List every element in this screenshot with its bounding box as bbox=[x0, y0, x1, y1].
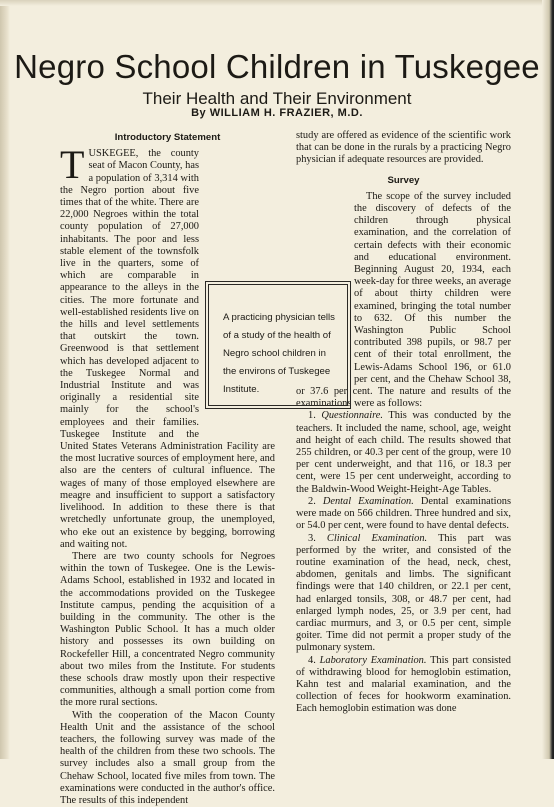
article-byline: By WILLIAM H. FRAZIER, M.D. bbox=[191, 107, 363, 119]
paragraph: 2. Dental Examination. Dental examinations were made on 566 children. Three hundred and six, or 54.0 per cent, were found to have dental defects. bbox=[296, 495, 511, 532]
paragraph: With the cooperation of the Macon County Health Unit and the assistance of the school teachers, the following survey was made of the health of the children from these two schools. The survey includes also a small group from the Chehaw School, located five miles from town. The examinations were conducted in the author's office. The results of this independent bbox=[60, 709, 275, 806]
pullquote-box bbox=[205, 281, 351, 409]
paragraph: 4. Laboratory Examination. This part consisted of withdrawing blood for hemoglobin estimation, Kahn test and malarial examination, and the collection of feces for hookworm examination. Each hemoglobin estimation was done bbox=[296, 654, 511, 715]
section-heading-intro: Introductory Statement bbox=[114, 132, 221, 143]
paragraph: The scope of the survey included the discovery of defects of the children through physical examination, and the correlation of certain defects with their economic and educational environment. Beginning August 20, 1934, each week-day for three weeks, an average of about thirty children were examined, bringing the total number to 632. Of this number the Washington Public School contributed 398 pupils, or 98.7 per cent of their total enrollment, the Lewis-Adams School 196, or 61.0 per cent, and the Chehaw School 38, or 37.6 per cent. The nature and results of the examinations were as follows: bbox=[296, 190, 511, 410]
page-top-shadow bbox=[0, 0, 554, 6]
paragraph: 1. Questionnaire. This was conducted by the teachers. It included the name, school, age, weight and height of each child. The results showed that 255 children, or 40.3 per cent of the group, were 10 per cent underweight, and that 116, or 18.3 per cent, were 15 per cent underweight, according to the Baldwin-Wood Weight-Height-Age Tables. bbox=[296, 410, 511, 495]
right-column bbox=[296, 130, 511, 716]
pullquote-text: A practicing physician tells of a study of the health of Negro school children in the environs of Tuskegee Institute. bbox=[208, 284, 348, 406]
paragraph: study are offered as evidence of the scientific work that can be done in the rurals by a practicing Negro physician if adequate resources are provided. bbox=[296, 130, 511, 166]
drop-cap: T bbox=[60, 142, 85, 188]
paragraph: There are two county schools for Negroes within the town of Tuskegee. One is the Lewis-Adams School, established in 1932 and located in the accommodations provided on the Tuskegee Institute campus, pending the acquisition of a building in the community. The other is the Washington Public School. It has a much older history and possesses its own building on Rockefeller Hill, a concentrated Negro community about two miles from the Institute. For students these schools draw mostly upon their respective communities, although a small portion come from the more rural sections. bbox=[60, 550, 275, 709]
paragraph: 3. Clinical Examination. This part was performed by the writer, and consisted of the routine examination of the head, neck, chest, abdomen, genitals and limbs. The significant findings were that 140 children, or 22.1 per cent, had enlarged tonsils, 308, or 48.7 per cent, had enlarged lymph nodes, 25, or 3.9 per cent, had cardiac murmurs, and 3, or 0.5 per cent, simple goiter. Time did not permit a proper study of the pulmonary system. bbox=[296, 532, 512, 654]
article-title: Negro School Children in Tuskegee bbox=[14, 48, 540, 85]
article-subtitle: Their Health and Their Environment bbox=[142, 89, 412, 108]
left-column bbox=[60, 130, 275, 807]
paragraph: TUSKEGEE, the county seat of Macon County, has a population of 3,314 with the Negro portion about five times that of the white. There are 22,000 Negroes within the total county population of 27,000 inhabitants. The poor and less stable element of the townsfolk live in the quarters, some of which are comparable in appearance to the alleys in the cities. The more fortunate and well-established residents live on the hills and level settlements that outskirt the town. Greenwood is that settlement which has developed adjacent to the Tuskegee Normal and Industrial Institute and was originally a residential site mainly for the school's employees and their families. Tuskegee Institute and the United States Veterans Administration Facility are the most lucrative sources of employment here, and also are the centers of cultural influence. The wages of many of those employed elsewhere are meagre and insufficient to support a satisfactory livelihood. In addition to these there is that wretchedly unfortunate group, the unemployed, who eke out an existence by begging, borrowing and waiting not. bbox=[60, 142, 275, 550]
section-heading-survey: Survey bbox=[387, 174, 420, 186]
